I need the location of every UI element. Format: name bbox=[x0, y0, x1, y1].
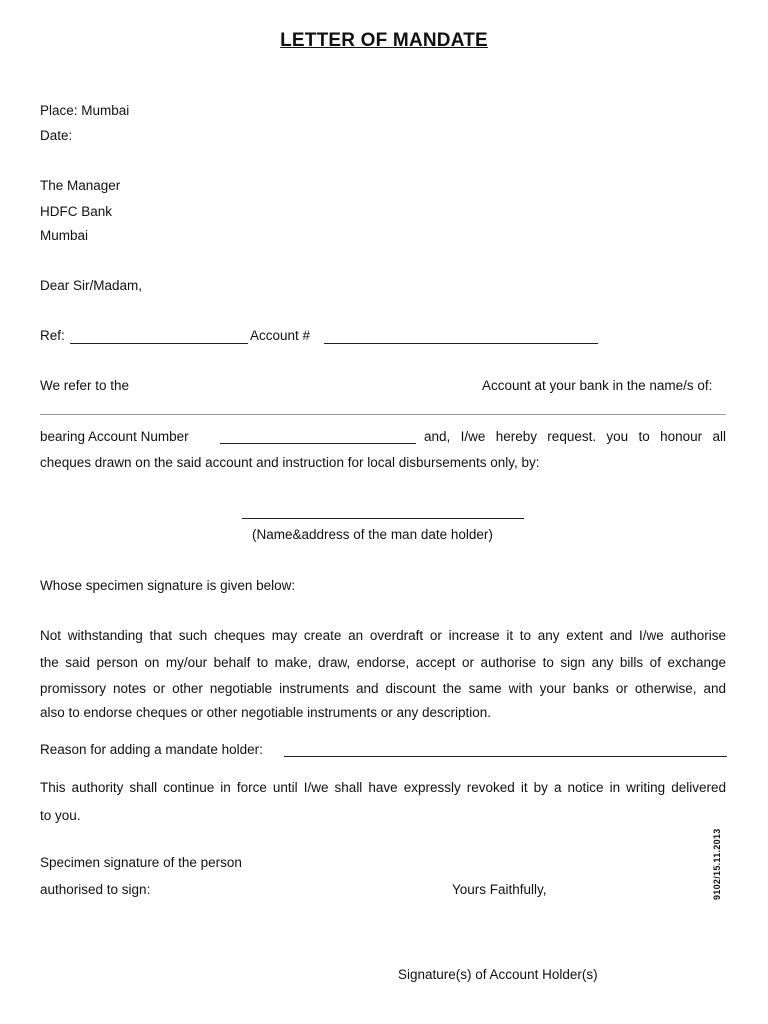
ref-blank-line bbox=[70, 343, 248, 344]
holder-caption: (Name&address of the man date holder) bbox=[252, 527, 493, 542]
refer-left-text: We refer to the bbox=[40, 378, 130, 393]
bearing-blank-line bbox=[220, 443, 416, 444]
para-line-2: the said person on my/our behalf to make, draw, endorse, accept or authorise to sign any bills of exchange bbox=[40, 655, 726, 670]
page-title: LETTER OF MANDATE bbox=[280, 30, 488, 51]
address-line-1: The Manager bbox=[40, 178, 121, 193]
address-line-2: HDFC Bank bbox=[40, 204, 113, 219]
date-text: Date: bbox=[40, 128, 73, 143]
reason-blank-line bbox=[284, 756, 727, 757]
form-code: 9102/15.11.2013 bbox=[712, 828, 722, 900]
para-line-1: Not withstanding that such cheques may create an overdraft or increase it to any extent and I/we authorise bbox=[40, 628, 726, 643]
authority-line-2: to you. bbox=[40, 808, 81, 823]
account-label: Account # bbox=[250, 328, 311, 343]
specimen-label-1: Specimen signature of the person bbox=[40, 855, 242, 870]
reason-label: Reason for adding a mandate holder: bbox=[40, 742, 263, 757]
bearing-right-text: and, I/we hereby request. you to honour all bbox=[424, 429, 726, 444]
refer-right-text: Account at your bank in the name/s of: bbox=[482, 378, 713, 393]
signature-label: Signature(s) of Account Holder(s) bbox=[398, 967, 598, 982]
account-name-blank-line bbox=[40, 414, 726, 415]
bearing-left-text: bearing Account Number bbox=[40, 429, 189, 444]
account-blank-line bbox=[324, 343, 598, 344]
address-line-3: Mumbai bbox=[40, 228, 89, 243]
ref-label: Ref: bbox=[40, 328, 65, 343]
specimen-intro: Whose specimen signature is given below: bbox=[40, 578, 296, 593]
holder-blank-line bbox=[242, 518, 524, 519]
specimen-label-2: authorised to sign: bbox=[40, 882, 151, 897]
place-text: Place: Mumbai bbox=[40, 103, 130, 118]
para-line-3: promissory notes or other negotiable instruments and discount the same with your banks or otherwise, and bbox=[40, 681, 726, 696]
cheques-line: cheques drawn on the said account and instruction for local disbursements only, by: bbox=[40, 455, 540, 470]
para-line-4: also to endorse cheques or other negotiable instruments or any description. bbox=[40, 705, 492, 720]
salutation: Dear Sir/Madam, bbox=[40, 278, 143, 293]
authority-line-1: This authority shall continue in force until I/we shall have expressly revoked it by a notice in writing delivered bbox=[40, 780, 726, 795]
yours-faithfully: Yours Faithfully, bbox=[452, 882, 547, 897]
